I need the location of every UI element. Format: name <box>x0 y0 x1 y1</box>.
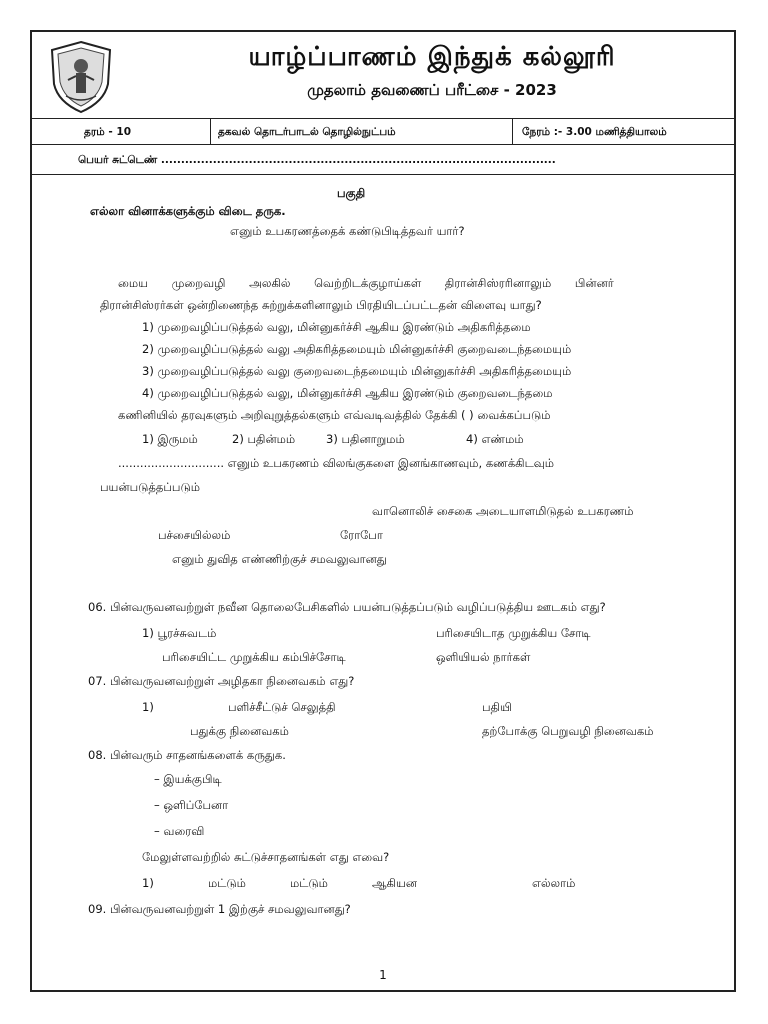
question-8-question: மேலுள்ளவற்றில் சுட்டுச்சாதனங்கள் எது எவை? <box>142 850 390 864</box>
question-7-option-1-number: 1) <box>142 700 154 714</box>
duration-label: நேரம் :- 3.00 மணித்தியாலம் <box>522 126 667 138</box>
exam-title: முதலாம் தவணைப் பரீட்சை - 2023 <box>307 81 557 99</box>
school-name: யாழ்ப்பாணம் இந்துக் கல்லூரி <box>248 42 616 72</box>
question-2-option-1: 1) முறைவழிப்படுத்தல் வலு, மின்னுகர்ச்சி ஆகிய இரண்டும் அதிகரித்தமை <box>142 320 531 334</box>
question-7-stem: 07. பின்வருவனவற்றுள் அழிதகா நினைவகம் எது? <box>88 674 355 688</box>
question-6-option-4: ஒளியியல் நார்கள் <box>436 650 531 664</box>
question-2-line-1: மைய முறைவழி அலகில் வெற்றிடக்குழாய்கள் திரான்சிஸ்ரரினாலும் பின்னர் <box>118 276 614 290</box>
page-number: 1 <box>379 968 387 982</box>
question-4-option-c: ரோபோ <box>340 528 383 542</box>
question-7-option-4: தற்போக்கு பெறுவழி நினைவகம் <box>482 724 654 738</box>
question-7-option-3: பதுக்கு நினைவகம் <box>190 724 289 738</box>
header-column-divider <box>512 118 513 144</box>
question-3-option-4: 4) எண்மம் <box>466 432 524 446</box>
subject-label: தகவல் தொடர்பாடல் தொழில்நுட்பம் <box>218 126 396 138</box>
question-5-stem: எனும் துவித எண்ணிற்குச் சமவலுவானது <box>172 552 387 566</box>
question-4-line-1: ............................. எனும் உபகரணம் விலங்குகளை இனங்காணவும், கணக்கிடவும் <box>118 456 555 470</box>
header-divider <box>32 118 734 119</box>
question-7-option-2: பதியி <box>482 700 512 714</box>
grade-label: தரம் - 10 <box>84 126 131 138</box>
question-2-option-4: 4) முறைவழிப்படுத்தல் வலு, மின்னுகர்ச்சி ஆகிய இரண்டும் குறைவடைந்தமை <box>142 386 553 400</box>
question-6-option-2: பரிசையிடாத முறுக்கிய சோடி <box>436 626 591 640</box>
question-3-option-1: 1) இருமம் <box>142 432 198 446</box>
question-2-option-3: 3) முறைவழிப்படுத்தல் வலு குறைவடைந்தமையும் மின்னுகர்ச்சி அதிகரித்தமையும் <box>142 364 572 378</box>
header-divider <box>32 144 734 145</box>
section-title: பகுதி <box>337 186 366 200</box>
question-6-option-3: பரிசையிட்ட முறுக்கிய கம்பிச்சோடி <box>162 650 346 664</box>
question-8-option-1: 1) <box>142 876 154 890</box>
question-6-stem: 06. பின்வருவனவற்றுள் நவீன தொலைபேசிகளில் பயன்படுத்தப்படும் வழிப்படுத்திய ஊடகம் எது? <box>88 600 606 614</box>
question-4-option-b: பச்சையில்லம் <box>158 528 231 542</box>
question-3-option-2: 2) பதின்மம் <box>232 432 296 446</box>
question-4-line-2: பயன்படுத்தப்படும் <box>100 480 201 494</box>
question-3-stem: கணினியில் தரவுகளும் அறிவுறுத்தல்களும் எவ்வடிவத்தில் தேக்கி ( ) வைக்கப்படும் <box>118 408 551 422</box>
school-crest-logo <box>48 40 114 114</box>
question-8-option-5: எல்லாம் <box>532 876 576 890</box>
question-8-option-4: ஆகியன <box>372 876 417 890</box>
question-8-stem: 08. பின்வரும் சாதனங்களைக் கருதுக. <box>88 748 286 762</box>
question-2-option-2: 2) முறைவழிப்படுத்தல் வலு அதிகரித்தமையும் மின்னுகர்ச்சி குறைவடைந்தமையும் <box>142 342 572 356</box>
header-divider <box>32 174 734 175</box>
question-3-option-3: 3) பதினாறுமம் <box>326 432 405 446</box>
section-instruction: எல்லா வினாக்களுக்கும் விடை தருக. <box>90 204 286 218</box>
question-8-item-1: – இயக்குபிடி <box>154 772 222 786</box>
question-9-stem: 09. பின்வருவனவற்றுள் 1 இற்குச் சமவலுவானது? <box>88 902 351 916</box>
name-index-field: பெயர் சுட்டெண் ................................................................................................... <box>78 154 556 166</box>
question-2-line-2: திரான்சிஸ்ரர்கள் ஒன்றிணைந்த சுற்றுக்களினாலும் பிரதியிடப்பட்டதன் விளைவு யாது? <box>100 298 542 312</box>
question-7-option-1: பளிச்சீட்டுச் செலுத்தி <box>228 700 336 714</box>
question-8-option-2: மட்டும் <box>208 876 246 890</box>
question-4-option-a: வானொலிச் சைகை அடையாளமிடுதல் உபகரணம் <box>372 504 634 518</box>
question-1-stem: எனும் உபகரணத்தைக் கண்டுபிடித்தவர் யார்? <box>230 224 465 238</box>
header-column-divider <box>210 118 211 144</box>
question-8-item-3: – வரைவி <box>154 824 205 838</box>
exam-page <box>30 30 736 992</box>
question-8-option-3: மட்டும் <box>290 876 328 890</box>
question-6-option-1: 1) பூரச்சுவடம் <box>142 626 217 640</box>
question-8-item-2: – ஒளிப்பேனா <box>154 798 229 812</box>
